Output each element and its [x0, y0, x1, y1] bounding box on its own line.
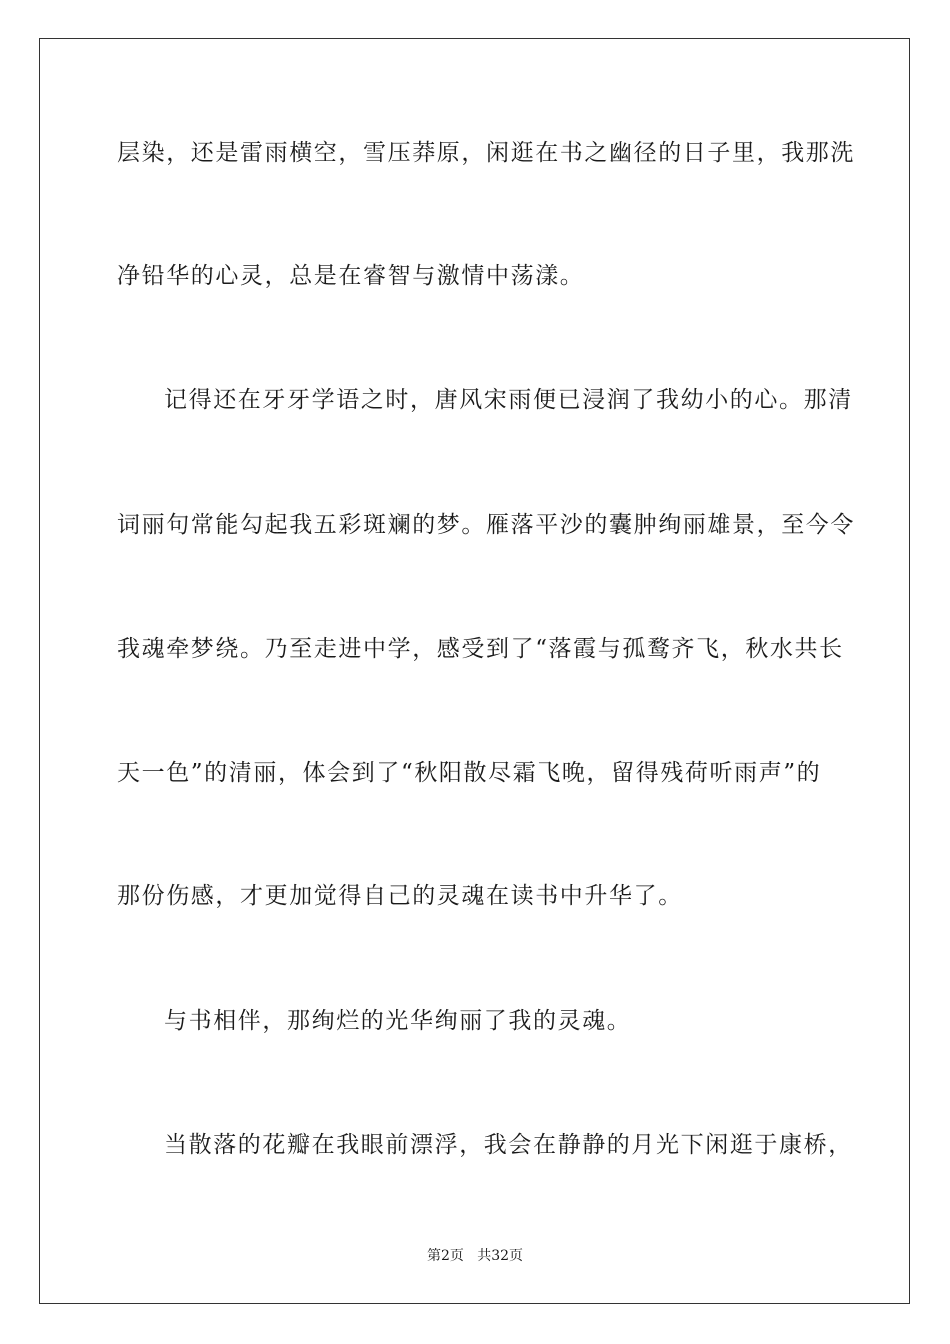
- body-line: 净铅华的心灵，总是在睿智与激情中荡漾。: [117, 263, 585, 289]
- page-unit: 页: [449, 1248, 464, 1264]
- paragraph-start-line: 记得还在牙牙学语之时，唐风宋雨便已浸润了我幼小的心。那清: [164, 387, 853, 413]
- paragraph-start-line: 与书相伴，那绚烂的光华绚丽了我的灵魂。: [164, 1008, 632, 1034]
- paragraph-start-line: 当散落的花瓣在我眼前漂浮，我会在静静的月光下闲逛于康桥，: [164, 1132, 853, 1158]
- body-line: 我魂牵梦绕。乃至走进中学，感受到了“落霞与孤鹜齐飞，秋水共长: [117, 636, 844, 662]
- total-pages: 32: [491, 1248, 510, 1264]
- page-footer: [0, 1247, 950, 1265]
- body-line: 词丽句常能勾起我五彩斑斓的梦。雁落平沙的囊肿绚丽雄景，至今令: [117, 512, 855, 538]
- body-line: 那份伤感，才更加觉得自己的灵魂在读书中升华了。: [117, 883, 683, 909]
- total-label: 共: [477, 1248, 492, 1264]
- body-line: 天一色”的清丽，体会到了“秋阳散尽霜飞晚，留得残荷听雨声”的: [117, 760, 822, 786]
- page-label: 第: [426, 1248, 441, 1264]
- page-number: 2: [440, 1248, 450, 1264]
- body-line: 层染，还是雷雨横空，雪压莽原，闲逛在书之幽径的日子里，我那洗: [117, 140, 855, 166]
- total-unit: 页: [509, 1248, 524, 1264]
- page-border: [39, 38, 910, 1304]
